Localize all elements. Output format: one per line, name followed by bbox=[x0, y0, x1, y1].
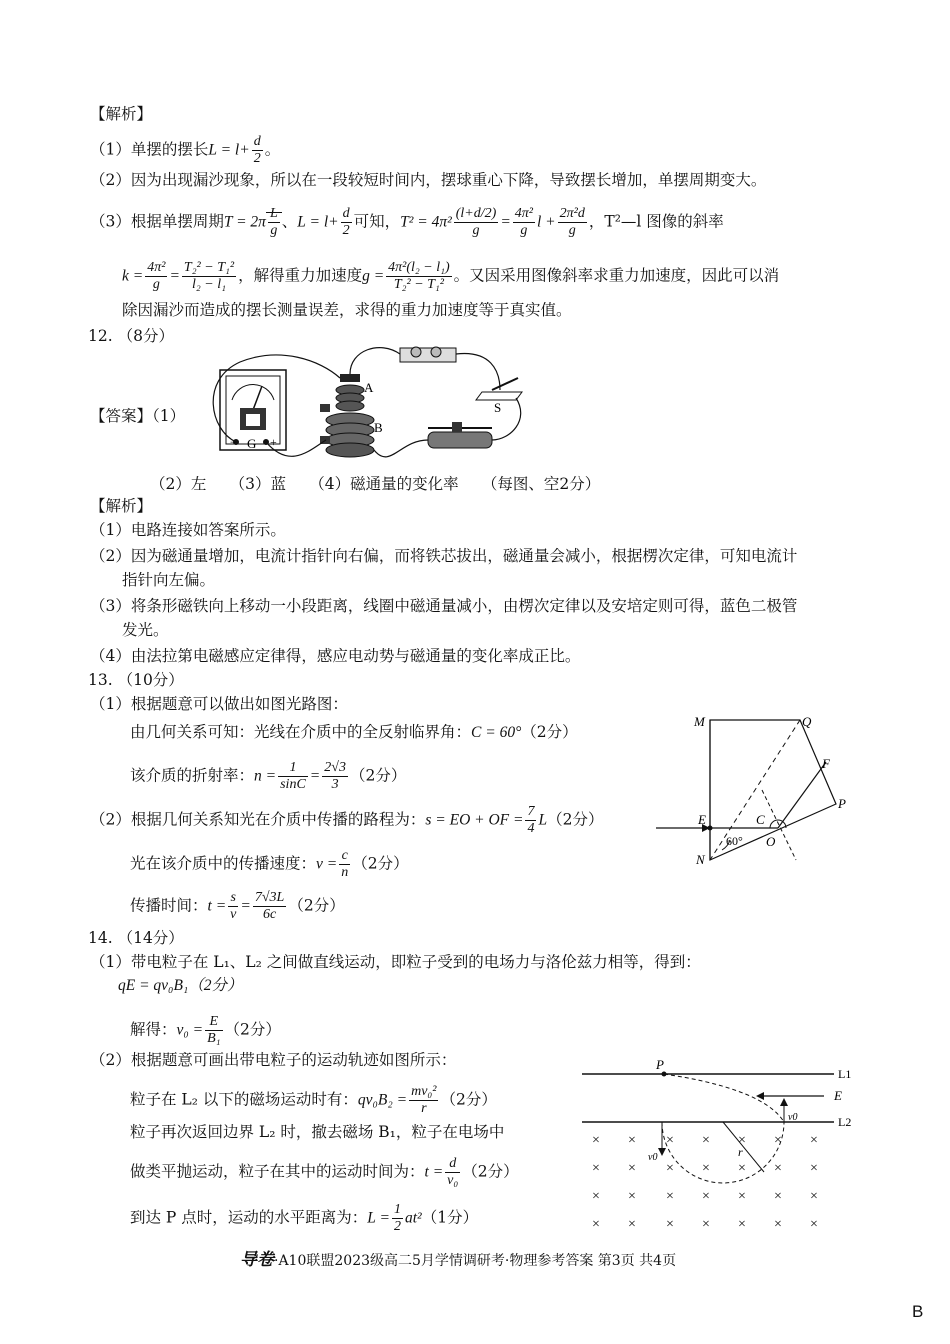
svg-text:×: × bbox=[774, 1133, 782, 1148]
battery-box bbox=[400, 348, 456, 362]
svg-text:×: × bbox=[592, 1161, 600, 1176]
svg-text:×: × bbox=[666, 1133, 674, 1148]
svg-text:×: × bbox=[738, 1161, 746, 1176]
q12-answer-label: 【答案】（1） bbox=[90, 407, 186, 425]
particle-trajectory-diagram bbox=[578, 1056, 858, 1236]
svg-text:×: × bbox=[810, 1217, 818, 1232]
q14-p5: 粒子在 L₂ 以下的磁场运动时有：qv₀B₂ = $\frac{\text{mv₀²}}{r}$ （2分） bbox=[130, 1084, 497, 1116]
reflected-ray bbox=[778, 762, 826, 828]
svg-text:×: × bbox=[774, 1161, 782, 1176]
circular-path bbox=[662, 1122, 784, 1183]
q12-a2b: 指针向左偏。 bbox=[122, 571, 216, 589]
svg-text:×: × bbox=[592, 1133, 600, 1148]
label-minus: − bbox=[230, 435, 237, 449]
q12-title: 12. （8分） bbox=[88, 327, 174, 345]
svg-text:×: × bbox=[774, 1189, 782, 1204]
q11-p5: 除因漏沙而造成的摆长测量误差，求得的重力加速度等于真实值。 bbox=[122, 301, 572, 319]
label-r: r bbox=[738, 1145, 743, 1159]
q13-p2: 由几何关系可知：光线在介质中的全反射临界角：C = 60°（2分） bbox=[130, 723, 578, 741]
label-e: E bbox=[698, 812, 706, 827]
label-l2: L2 bbox=[838, 1115, 852, 1129]
q12-a2a: （2）因为磁通量增加，电流计指针向右偏，而将铁芯拔出，磁通量会减小，根据楞次定律，可知电流计 bbox=[90, 547, 798, 565]
footer-text: ·A10联盟2023级高二5月学情调研考·物理参考答案 第3页 共4页 bbox=[274, 1253, 677, 1269]
q13-p5: 光在该介质中的传播速度：v = $\frac{c}{n}$ （2分） bbox=[130, 848, 409, 880]
dashed-diagonal bbox=[710, 720, 800, 860]
q13-p6: 传播时间：t = $\frac{s}{v}$ = $\frac{7√3L}{6c}$ （2分） bbox=[130, 890, 345, 922]
label-v0-down: v0 bbox=[648, 1152, 658, 1163]
q11-p3: （3）根据单摆周期T = 2π $\frac{L}{g}$ 、L = l+ $\frac{d}{2}$ 可知，T² = 4π² $\frac{(l+d/2)}{g}$ = $\frac{\text{4π²}}{g}$ l + $\frac{\text{2π²d}}{g}$ ，T²—l 图像的斜率 bbox=[90, 206, 724, 238]
svg-text:×: × bbox=[628, 1133, 636, 1148]
q14-p7: 做类平抛运动，粒子在其中的运动时间为：t = $\frac{d}{\text{v₀}}$ （2分） bbox=[130, 1156, 519, 1188]
footer bbox=[240, 1250, 676, 1271]
circuit-diagram bbox=[200, 340, 540, 470]
label-f: F bbox=[822, 756, 830, 771]
q14-p1: （1）带电粒子在 L₁、L₂ 之间做直线运动，即粒子受到的电场力与洛伦兹力相等，得到： bbox=[90, 953, 701, 971]
svg-text:×: × bbox=[628, 1217, 636, 1232]
q13-p3: 该介质的折射率：n = $\frac{1}{\sin C}$ = $\frac{2√3}{3}$ （2分） bbox=[130, 760, 407, 792]
label-v0-up: v0 bbox=[788, 1112, 798, 1123]
q11-p2: （2）因为出现漏沙现象，所以在一段较短时间内，摆球重心下降，导致摆长增加，单摆周期变大。 bbox=[90, 171, 767, 189]
svg-text:×: × bbox=[628, 1189, 636, 1204]
switch-base bbox=[476, 392, 522, 400]
label-p: P bbox=[656, 1057, 664, 1072]
label-m: M bbox=[694, 714, 705, 729]
label-a: A bbox=[364, 380, 374, 395]
svg-text:×: × bbox=[702, 1189, 710, 1204]
q13-title: 13. （10分） bbox=[88, 671, 184, 689]
label-c: C bbox=[756, 812, 765, 827]
svg-text:×: × bbox=[810, 1161, 818, 1176]
q11-p4: k = $\frac{\text{4π²}}{g}$ = $\frac{\text{T₂² − T₁²}}{\text{l₂ − l₁}}$ ，解得重力加速度g = $\frac{\text{4π²(l₂ − l₁)}}{\text{T₂² − T₁²}}$ 。又因采用图像斜率求重力加速度，因此可以消 bbox=[122, 260, 780, 292]
q12-answers: （2）左 （3）蓝 （4）磁通量的变化率 （每图、空2分） bbox=[150, 475, 601, 493]
label-angle: 60° bbox=[726, 834, 743, 848]
q14-p8: 到达 P 点时，运动的水平距离为：L = $\frac{1}{2}$ at²（1分） bbox=[130, 1202, 479, 1234]
q14-p4: （2）根据题意可画出带电粒子的运动轨迹如图所示： bbox=[90, 1051, 457, 1069]
svg-text:×: × bbox=[666, 1217, 674, 1232]
q14-p2: qE = qv₀B₁（2分） bbox=[118, 977, 243, 994]
svg-text:×: × bbox=[738, 1133, 746, 1148]
rheostat bbox=[428, 432, 492, 448]
svg-text:×: × bbox=[702, 1217, 710, 1232]
svg-text:×: × bbox=[702, 1161, 710, 1176]
svg-text:×: × bbox=[666, 1161, 674, 1176]
q12-a3a: （3）将条形磁铁向上移动一小段距离，线圈中磁通量减小，由楞次定律以及安培定则可得，蓝色二极管 bbox=[90, 597, 798, 615]
label-l1: L1 bbox=[838, 1067, 852, 1081]
footer-logo: 导卷 bbox=[240, 1250, 274, 1270]
q14-p6: 粒子再次返回边界 L₂ 时，撤去磁场 B₁，粒子在电场中 bbox=[130, 1123, 505, 1141]
light-path-diagram bbox=[650, 710, 860, 870]
svg-text:×: × bbox=[810, 1133, 818, 1148]
label-q: Q bbox=[802, 714, 812, 729]
svg-text:×: × bbox=[592, 1217, 600, 1232]
label-plus: + bbox=[270, 435, 277, 449]
parabolic-path bbox=[664, 1074, 784, 1122]
corner-letter: B bbox=[912, 1302, 924, 1321]
q12-a1: （1）电路连接如答案所示。 bbox=[90, 521, 286, 539]
label-p: P bbox=[838, 796, 846, 811]
q12-a4: （4）由法拉第电磁感应定律得，感应电动势与磁通量的变化率成正比。 bbox=[90, 647, 581, 665]
q14-title: 14. （14分） bbox=[88, 929, 184, 947]
label-s: S bbox=[494, 400, 502, 415]
magnetic-field-crosses bbox=[592, 1133, 818, 1232]
normal-line bbox=[762, 790, 796, 860]
label-e: E bbox=[834, 1088, 842, 1103]
svg-text:×: × bbox=[628, 1161, 636, 1176]
switch-lever bbox=[492, 378, 518, 390]
svg-text:×: × bbox=[810, 1189, 818, 1204]
svg-text:×: × bbox=[738, 1217, 746, 1232]
coil-a bbox=[336, 385, 364, 411]
q13-p1: （1）根据题意可以做出如图光路图： bbox=[90, 695, 348, 713]
analysis-header-1: 【解析】 bbox=[90, 105, 153, 123]
svg-text:×: × bbox=[666, 1189, 674, 1204]
q12-analysis-header: 【解析】 bbox=[90, 497, 153, 515]
q11-p1: （1）单摆的摆长L = l+ $\frac{d}{2}$ 。 bbox=[90, 134, 281, 166]
label-o: O bbox=[766, 834, 776, 849]
svg-text:×: × bbox=[774, 1217, 782, 1232]
coil-b bbox=[326, 413, 374, 457]
q14-p3: 解得：v₀ = $\frac{E}{\text{B₁}}$ （2分） bbox=[130, 1014, 281, 1046]
q13-p4: （2）根据几何关系知光在介质中传播的路程为：s = EO + OF = $\frac{7}{4}$ L（2分） bbox=[90, 804, 604, 836]
svg-text:×: × bbox=[738, 1189, 746, 1204]
label-b: B bbox=[374, 420, 383, 435]
q12-a3b: 发光。 bbox=[122, 621, 169, 639]
label-g: G bbox=[247, 436, 257, 451]
svg-text:×: × bbox=[702, 1133, 710, 1148]
label-n: N bbox=[696, 852, 705, 867]
svg-text:×: × bbox=[592, 1189, 600, 1204]
